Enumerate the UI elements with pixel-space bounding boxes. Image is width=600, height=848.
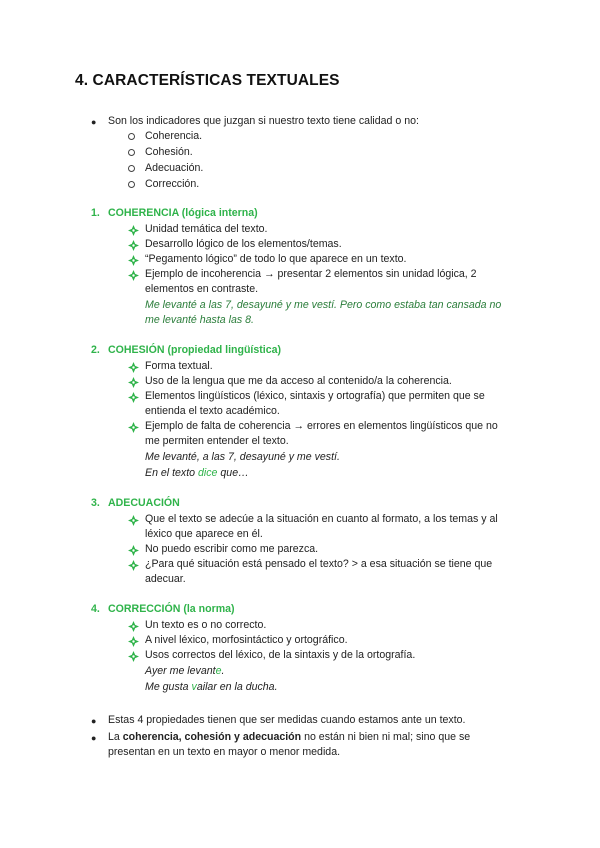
green-diamond-icon bbox=[128, 651, 139, 662]
intro-item: Cohesión. bbox=[145, 146, 193, 158]
example-part-highlight: e bbox=[215, 665, 222, 677]
green-diamond-icon bbox=[128, 240, 139, 251]
bullet-dot: ● bbox=[91, 117, 97, 127]
circle-bullet bbox=[128, 165, 135, 172]
point-text: Forma textual. bbox=[145, 360, 213, 372]
example-part: En el texto bbox=[145, 467, 196, 479]
green-diamond-icon bbox=[128, 270, 139, 281]
example-part-highlight: v bbox=[191, 681, 197, 693]
green-diamond-icon bbox=[128, 515, 139, 526]
closing-text: Estas 4 propiedades tienen que ser medidas cuando estamos ante un texto. bbox=[108, 714, 466, 726]
point-text: Desarrollo lógico de los elementos/temas. bbox=[145, 238, 342, 250]
green-diamond-icon bbox=[128, 255, 139, 266]
example-text: Me levanté a las 7, desayuné y me vestí. Pero como estaba tan cansada no bbox=[145, 299, 502, 311]
example-text bbox=[145, 664, 224, 679]
section-number: 4. bbox=[91, 603, 100, 615]
circle-bullet bbox=[128, 149, 135, 156]
closing-text: presentan en un texto en mayor o menor medida. bbox=[108, 746, 341, 758]
example-text: Me levanté, a las 7, desayuné y me vestí. bbox=[145, 451, 340, 463]
section-title-cohesion: COHESIÓN (propiedad lingüística) bbox=[108, 344, 282, 356]
example-part-highlight: dice bbox=[198, 467, 218, 479]
green-diamond-icon bbox=[128, 636, 139, 647]
closing-part: La bbox=[108, 731, 123, 743]
point-text: Uso de la lengua que me da acceso al contenido/a la coherencia. bbox=[145, 375, 452, 387]
point-text: Elementos lingüísticos (léxico, sintaxis y ortografía) que permiten que se bbox=[145, 390, 485, 402]
green-diamond-icon bbox=[128, 362, 139, 373]
green-diamond-icon bbox=[128, 225, 139, 236]
example-part: Ayer me levant bbox=[145, 665, 216, 677]
green-diamond-icon bbox=[128, 377, 139, 388]
intro-text: Son los indicadores que juzgan si nuestro texto tiene calidad o no: bbox=[108, 115, 419, 127]
closing-part-bold: coherencia, cohesión y adecuación bbox=[122, 731, 302, 743]
section-number: 1. bbox=[91, 207, 100, 219]
section-number: 2. bbox=[91, 344, 100, 356]
circle-bullet bbox=[128, 181, 135, 188]
point-text: No puedo escribir como me parezca. bbox=[145, 543, 319, 555]
point-text: Usos correctos del léxico, de la sintaxis y de la ortografía. bbox=[145, 649, 416, 661]
section-title-adecuacion: ADECUACIÓN bbox=[108, 497, 180, 509]
bullet-dot: ● bbox=[91, 733, 97, 743]
point-text: ¿Para qué situación está pensado el texto? > a esa situación se tiene que bbox=[145, 558, 493, 570]
page-title: 4. CARACTERÍSTICAS TEXTUALES bbox=[75, 72, 340, 89]
example-part: ailar en la ducha. bbox=[196, 681, 278, 693]
green-diamond-icon bbox=[128, 621, 139, 632]
example-part: que… bbox=[220, 467, 249, 479]
example-part: . bbox=[221, 665, 225, 677]
point-text: Que el texto se adecúe a la situación en cuanto al formato, a los temas y al bbox=[145, 513, 498, 525]
green-diamond-icon bbox=[128, 560, 139, 571]
section-title-correccion: CORRECCIÓN (la norma) bbox=[108, 603, 235, 615]
example-part: Me gusta bbox=[145, 681, 192, 693]
example-text bbox=[145, 466, 249, 481]
point-text: elementos en contraste. bbox=[145, 283, 259, 295]
point-text: Un texto es o no correcto. bbox=[145, 619, 267, 631]
intro-item: Coherencia. bbox=[145, 130, 203, 142]
point-text: Unidad temática del texto. bbox=[145, 223, 268, 235]
point-text: Ejemplo de falta de coherencia → errores en elementos lingüísticos que no bbox=[145, 420, 498, 432]
example-text bbox=[145, 680, 278, 695]
section-number: 3. bbox=[91, 497, 100, 509]
green-diamond-icon bbox=[128, 422, 139, 433]
point-text: Ejemplo de incoherencia → presentar 2 elementos sin unidad lógica, 2 bbox=[145, 268, 477, 280]
point-text: A nivel léxico, morfosintáctico y ortográfico. bbox=[145, 634, 348, 646]
bullet-dot: ● bbox=[91, 716, 97, 726]
closing-text bbox=[108, 730, 470, 745]
point-text: léxico que aparece en él. bbox=[145, 528, 263, 540]
green-diamond-icon bbox=[128, 392, 139, 403]
intro-item: Corrección. bbox=[145, 178, 200, 190]
example-text: me levanté hasta las 8. bbox=[145, 314, 254, 326]
green-diamond-icon bbox=[128, 545, 139, 556]
point-text: me permiten entender el texto. bbox=[145, 435, 289, 447]
point-text: “Pegamento lógico” de todo lo que aparece en un texto. bbox=[145, 253, 407, 265]
closing-part: no están ni bien ni mal; sino que se bbox=[301, 731, 471, 743]
point-text: adecuar. bbox=[145, 573, 186, 585]
intro-item: Adecuación. bbox=[145, 162, 204, 174]
circle-bullet bbox=[128, 133, 135, 140]
point-text: entienda el texto académico. bbox=[145, 405, 280, 417]
section-title-coherencia: COHERENCIA (lógica interna) bbox=[108, 207, 258, 219]
